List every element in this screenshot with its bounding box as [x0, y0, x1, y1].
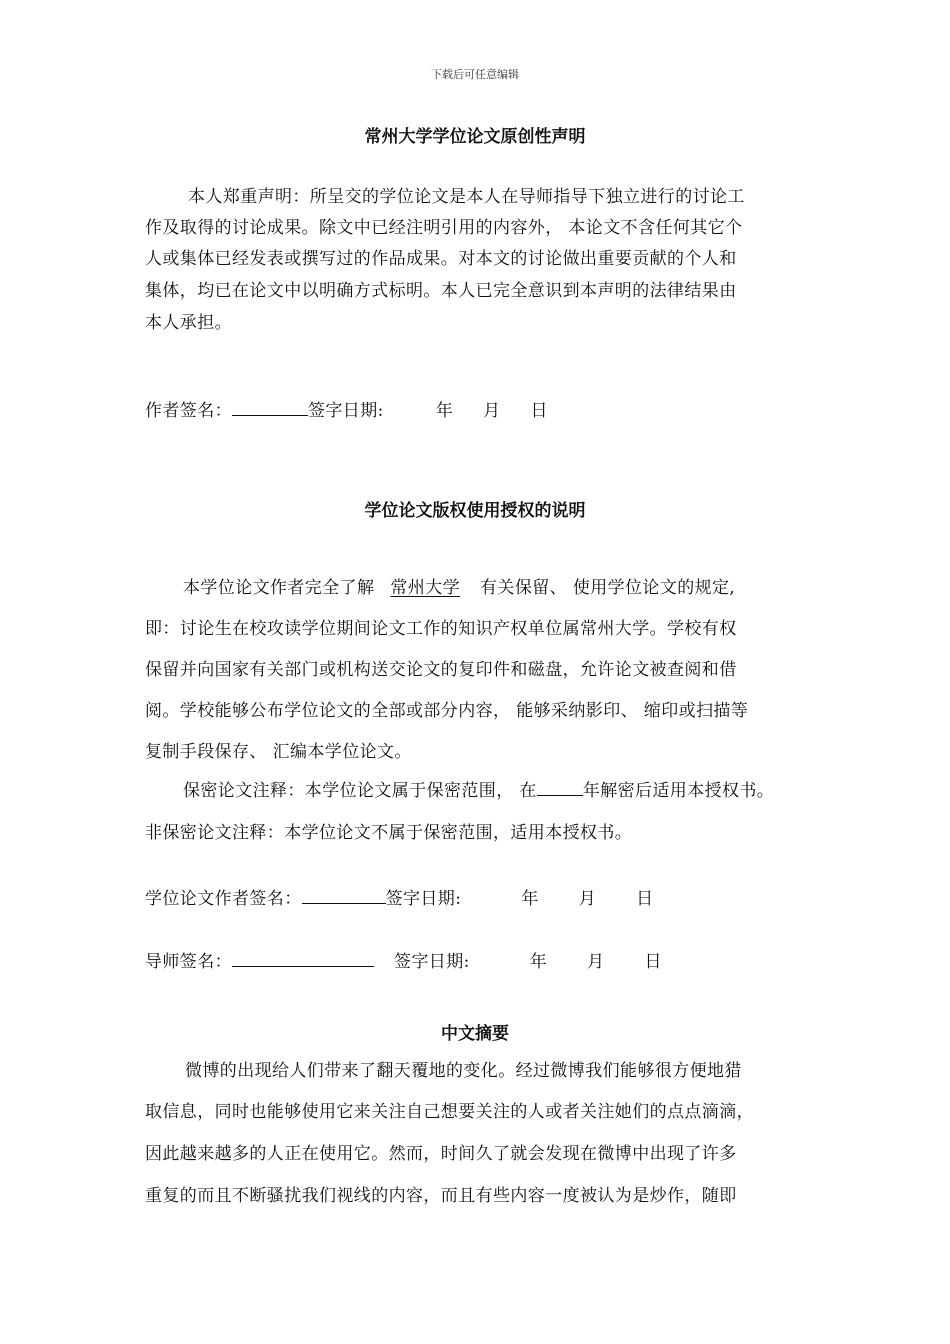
authorization-line-5: 复制手段保存、 汇编本学位论文。 — [145, 742, 412, 762]
authorization-line-2: 即：讨论生在校攻读学位期间论文工作的知识产权单位属常州大学。学校有权 — [145, 619, 737, 639]
thesis-date-day-label: 日 — [636, 889, 654, 909]
author-signature-label: 作者签名： — [145, 401, 232, 421]
thesis-date-year-label: 年 — [521, 889, 539, 909]
university-name: 常州大学 — [390, 578, 461, 598]
authorization-line-1 — [183, 573, 735, 598]
date-month-label: 月 — [483, 401, 501, 421]
abstract-line-1: 微博的出现给人们带来了翻天覆地的变化。经过微博我们能够很方便地猎 — [185, 1061, 742, 1081]
thesis-author-date-label: 签字日期: — [385, 889, 462, 909]
chinese-abstract-title: 中文摘要 — [441, 1024, 509, 1044]
author-signature-field[interactable] — [232, 397, 308, 416]
statement-line-5: 本人承担。 — [145, 313, 232, 333]
abstract-line-2: 取信息，同时也能够使用它来关注自己想要关注的人或者关注她们的点点滴滴， — [145, 1102, 754, 1122]
supervisor-signature-row — [145, 947, 662, 972]
signature-date-label: 签字日期: — [308, 401, 384, 421]
supervisor-signature-field[interactable] — [232, 948, 374, 967]
abstract-line-3: 因此越来越多的人正在使用它。然而，时间久了就会发现在微博中出现了许多 — [145, 1144, 737, 1164]
non-secret-thesis-note: 非保密论文注释：本学位论文不属于保密范围，适用本授权书。 — [145, 823, 633, 843]
secret-note-pre: 保密论文注释：本学位论文属于保密范围， 在 — [183, 781, 537, 801]
thesis-author-signature-label: 学位论文作者签名： — [145, 889, 302, 909]
page-header-note: 下载后可任意编辑 — [431, 68, 519, 81]
secret-note-post: 年解密后适用本授权书。 — [582, 781, 775, 801]
declassify-years-field[interactable] — [537, 777, 583, 796]
authorization-line-4: 阅。学校能够公布学位论文的全部或部分内容， 能够采纳影印、 缩印或扫描等 — [145, 701, 749, 721]
supervisor-date-label: 签字日期: — [394, 952, 470, 972]
thesis-author-signature-row — [145, 884, 654, 909]
statement-line-2: 作及取得的讨论成果。除文中已经注明引用的内容外， 本论文不含任何其它个 — [145, 218, 743, 238]
authorization-line-1-pre: 本学位论文作者完全了解 — [183, 578, 375, 598]
date-day-label: 日 — [530, 401, 548, 421]
thesis-date-month-label: 月 — [578, 889, 597, 909]
statement-line-3: 人或集体已经发表或撰写过的作品成果。对本文的讨论做出重要贡献的个人和 — [145, 249, 737, 269]
secret-thesis-note — [183, 776, 774, 801]
supervisor-date-month-label: 月 — [587, 952, 605, 972]
supervisor-signature-label: 导师签名： — [145, 952, 232, 972]
date-year-label: 年 — [435, 401, 454, 421]
author-signature-row — [145, 396, 548, 421]
copyright-authorization-title: 学位论文版权使用授权的说明 — [364, 501, 586, 521]
authorization-line-1-post: 有关保留、 使用学位论文的规定, — [480, 578, 736, 598]
statement-line-1: 本人郑重声明：所呈交的学位论文是本人在导师指导下独立进行的讨论工 — [188, 187, 745, 207]
thesis-author-signature-field[interactable] — [302, 885, 386, 904]
supervisor-date-day-label: 日 — [644, 952, 662, 972]
supervisor-date-year-label: 年 — [529, 952, 548, 972]
abstract-line-4: 重复的而且不断骚扰我们视线的内容，而且有些内容一度被认为是炒作，随即 — [145, 1186, 737, 1206]
originality-statement-title: 常州大学学位论文原创性声明 — [364, 127, 586, 147]
authorization-line-3: 保留并向国家有关部门或机构送交论文的复印件和磁盘，允许论文被查阅和借 — [145, 660, 737, 680]
statement-line-4: 集体，均已在论文中以明确方式标明。本人已完全意识到本声明的法律结果由 — [145, 281, 737, 301]
